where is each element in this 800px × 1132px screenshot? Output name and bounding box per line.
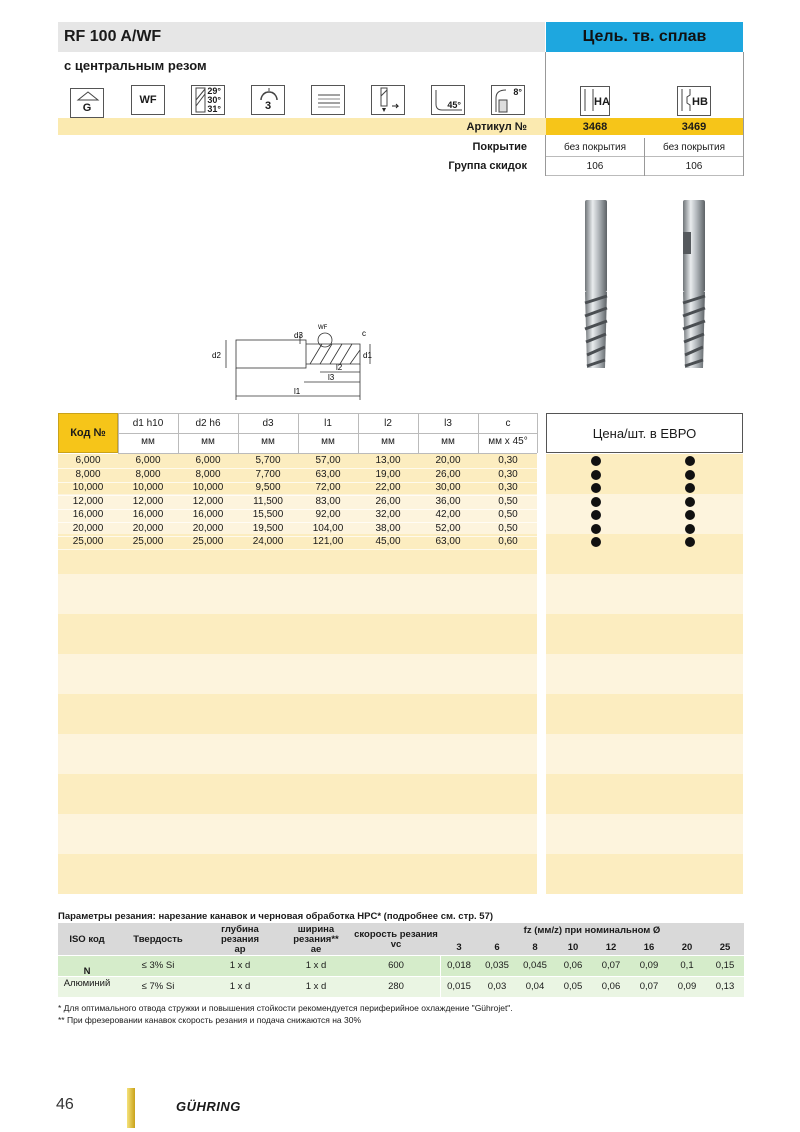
params-hardness-header: Твердость <box>133 934 183 945</box>
params-vc-line2: vc <box>390 939 402 950</box>
value-cell: 6,000 <box>195 455 221 466</box>
dim-d2: d2 <box>212 351 221 360</box>
footer-accent-bar <box>127 1088 135 1128</box>
header-col-line <box>178 413 179 453</box>
value-cell: 16,000 <box>132 509 164 520</box>
fz-cell: 0,06 <box>563 960 583 971</box>
value-cell: 26,00 <box>435 468 461 480</box>
right-col-border-left <box>545 52 546 176</box>
hardness-cell: ≤ 7% Si <box>141 981 175 992</box>
column-header-name: d3 <box>262 418 274 429</box>
value-cell: 38,00 <box>375 522 401 534</box>
ap-cell: 1 x d <box>229 981 251 992</box>
availability-dot-icon <box>591 470 601 480</box>
column-header-name: l2 <box>384 418 392 429</box>
availability-dot-icon <box>591 510 601 520</box>
fz-cell: 0,035 <box>485 960 509 971</box>
tool-dimension-drawing <box>210 322 375 404</box>
column-header-name: c <box>505 418 511 429</box>
params-ae-line3: ae <box>310 944 322 955</box>
column-header-unit: мм <box>261 436 275 447</box>
column-header-unit: мм <box>321 436 335 447</box>
footnote-2: ** При фрезеровании канавок скорость резания и подача снижаются на 30% <box>58 1015 361 1025</box>
diameter-header: 20 <box>681 942 693 953</box>
fz-cell: 0,045 <box>523 960 547 971</box>
column-header-unit: мм <box>141 436 155 447</box>
teeth-count-icon <box>251 85 285 115</box>
value-cell: 36,00 <box>435 495 461 507</box>
value-cell: 12,000 <box>192 495 224 507</box>
diameter-header: 6 <box>494 942 500 953</box>
value-cell: 0,50 <box>498 495 518 507</box>
code-cell: 16,000 <box>72 509 104 520</box>
chamfer-icon <box>431 85 465 115</box>
dim-wf: WF <box>318 325 328 331</box>
value-cell: 45,00 <box>375 536 401 547</box>
availability-dot-icon <box>685 510 695 520</box>
params-ap-header <box>205 925 275 955</box>
params-iso-material: Алюминий <box>63 978 111 989</box>
value-cell: 83,00 <box>315 495 341 507</box>
value-cell: 25,000 <box>132 536 164 547</box>
value-cell: 42,00 <box>435 509 461 520</box>
table-band <box>58 694 537 734</box>
chamfer-angle: 45° <box>447 100 461 110</box>
value-cell: 15,500 <box>252 509 284 520</box>
availability-dot-icon <box>591 456 601 466</box>
params-vc-header <box>352 930 440 950</box>
price-band <box>546 654 743 694</box>
subtitle: с центральным резом <box>64 58 207 73</box>
value-cell: 7,700 <box>255 468 281 480</box>
tool-g-icon <box>70 88 104 118</box>
fz-cell: 0,09 <box>639 960 659 971</box>
price-band <box>546 494 743 534</box>
params-iso-code: N <box>83 966 91 977</box>
wf-icon <box>131 85 165 115</box>
availability-dot-icon <box>685 537 695 547</box>
value-cell: 72,00 <box>315 482 341 493</box>
header-mid-line <box>118 433 537 434</box>
dim-l1: l1 <box>294 387 301 396</box>
price-band <box>546 574 743 614</box>
value-cell: 11,500 <box>253 495 283 507</box>
column-header-name: d1 h10 <box>132 418 164 429</box>
fz-cell: 0,09 <box>677 981 697 992</box>
value-cell: 32,00 <box>375 509 401 520</box>
page-title: RF 100 A/WF <box>64 28 162 45</box>
value-cell: 0,30 <box>498 482 518 493</box>
header-col-line <box>118 413 119 453</box>
code-cell: 25,000 <box>72 536 104 547</box>
hardness-cell: ≤ 3% Si <box>141 960 175 971</box>
coating-label: Покрытие <box>472 141 527 153</box>
price-band <box>546 734 743 774</box>
ae-cell: 1 x d <box>305 960 327 971</box>
brand-logo: GÜHRING <box>176 1099 241 1114</box>
shank-ha-icon <box>580 86 610 116</box>
coating-ha: без покрытия <box>563 142 626 153</box>
value-cell: 63,00 <box>435 536 461 547</box>
value-cell: 63,00 <box>315 468 341 480</box>
params-iso-header: ISO код <box>69 934 105 945</box>
value-cell: 104,00 <box>312 522 344 534</box>
ae-cell: 1 x d <box>305 981 327 992</box>
wf-label: WF <box>139 94 157 106</box>
header-col-line <box>537 413 538 453</box>
dim-d3: d3 <box>294 331 303 340</box>
value-cell: 5,700 <box>255 455 281 466</box>
code-cell: 12,000 <box>72 495 104 507</box>
value-cell: 12,000 <box>132 495 164 507</box>
diameter-header: 10 <box>567 942 579 953</box>
value-cell: 19,00 <box>375 468 401 480</box>
table-band <box>58 814 537 854</box>
fz-cell: 0,07 <box>601 960 621 971</box>
tool-photos <box>575 198 725 378</box>
helix-angle-icon <box>191 85 225 115</box>
shank-hb-label: HB <box>692 96 708 108</box>
value-cell: 0,50 <box>498 522 518 534</box>
fz-cell: 0,1 <box>680 960 694 971</box>
shank-hb-icon <box>677 86 711 116</box>
value-cell: 0,30 <box>498 455 518 466</box>
value-cell: 22,00 <box>375 482 401 493</box>
material-title: Цель. тв. сплав <box>582 28 707 45</box>
value-cell: 30,00 <box>435 482 461 493</box>
header-col-line <box>238 413 239 453</box>
right-col-border-right <box>743 52 744 176</box>
availability-dot-icon <box>591 483 601 493</box>
article-label: Артикул № <box>466 121 527 133</box>
params-fz-header: fz (мм/z) при номинальном Ø <box>523 925 661 936</box>
table-band <box>58 734 537 774</box>
value-cell: 25,000 <box>192 536 224 547</box>
code-header: Код № <box>58 413 118 453</box>
price-band <box>546 854 743 894</box>
value-cell: 20,00 <box>435 455 461 466</box>
value-cell: 8,000 <box>195 468 221 480</box>
fz-cell: 0,13 <box>715 981 735 992</box>
coating-hb: без покрытия <box>662 142 725 153</box>
diameter-header: 3 <box>456 942 462 953</box>
tool-g-label: G <box>82 102 92 114</box>
value-cell: 19,500 <box>252 522 284 534</box>
price-band <box>546 534 743 574</box>
fz-cell: 0,04 <box>525 981 545 992</box>
price-band <box>546 454 743 494</box>
table-band <box>58 654 537 694</box>
availability-dot-icon <box>685 483 695 493</box>
params-ae-header <box>281 925 351 955</box>
clearance-angle: 8° <box>513 87 522 97</box>
discount-ha: 106 <box>586 161 604 172</box>
header-col-line <box>478 413 479 453</box>
availability-dot-icon <box>685 456 695 466</box>
value-cell: 121,00 <box>312 536 344 547</box>
page-number: 46 <box>56 1096 74 1113</box>
params-fz-divider <box>440 956 441 997</box>
fz-cell: 0,06 <box>601 981 621 992</box>
price-header: Цена/шт. в ЕВРО <box>546 413 743 453</box>
diameter-header: 16 <box>643 942 655 953</box>
column-header-unit: мм <box>441 436 455 447</box>
code-cell: 8,000 <box>75 468 101 480</box>
value-cell: 13,00 <box>375 455 401 466</box>
diameter-header: 25 <box>719 942 731 953</box>
shank-ha-label: HA <box>594 96 610 108</box>
column-header-unit: мм x 45° <box>488 436 528 447</box>
code-cell: 10,000 <box>72 482 104 493</box>
value-cell: 10,000 <box>192 482 224 493</box>
value-cell: 26,00 <box>375 495 401 507</box>
diameter-header: 12 <box>605 942 617 953</box>
value-cell: 20,000 <box>132 522 164 534</box>
fz-cell: 0,05 <box>563 981 583 992</box>
value-cell: 52,00 <box>435 522 461 534</box>
value-cell: 0,60 <box>498 536 518 547</box>
table-band <box>58 614 537 654</box>
params-ap-line2: резания <box>220 934 260 945</box>
plunge-direction-icon <box>371 85 405 115</box>
code-cell: 20,000 <box>72 522 104 534</box>
price-band <box>546 774 743 814</box>
params-ae-line2: резания** <box>293 934 339 945</box>
params-ap-line3: ap <box>234 944 246 955</box>
header-col-line <box>298 413 299 453</box>
price-band <box>546 694 743 734</box>
tool-ha-image <box>585 200 607 368</box>
dim-c: c <box>362 329 366 338</box>
value-cell: 0,30 <box>498 468 518 480</box>
discount-hb: 106 <box>685 161 703 172</box>
table-band <box>58 574 537 614</box>
discount-label: Группа скидок <box>448 160 527 172</box>
value-cell: 16,000 <box>192 509 224 520</box>
column-header-unit: мм <box>381 436 395 447</box>
params-vc-line1: скорость резания <box>354 929 438 940</box>
column-header-name: l3 <box>444 418 452 429</box>
fz-cell: 0,07 <box>639 981 659 992</box>
column-header-name: d2 h6 <box>195 418 221 429</box>
price-band <box>546 614 743 654</box>
ap-cell: 1 x d <box>229 960 251 971</box>
vc-cell: 600 <box>388 960 404 971</box>
value-cell: 0,50 <box>498 509 518 520</box>
column-header-name: l1 <box>324 418 332 429</box>
header-top-line <box>118 413 537 414</box>
availability-dot-icon <box>591 537 601 547</box>
footnote-1: * Для оптимального отвода стружки и повышения стойкости рекомендуется периферийное охлаждение "Gührojet". <box>58 1003 513 1013</box>
value-cell: 9,500 <box>255 482 281 493</box>
diameter-header: 8 <box>532 942 538 953</box>
price-band <box>546 814 743 854</box>
dim-l3: l3 <box>328 373 335 382</box>
availability-dot-icon <box>685 470 695 480</box>
teeth-count: 3 <box>264 100 272 112</box>
params-ap-line1: глубина <box>221 924 259 935</box>
fz-cell: 0,015 <box>447 981 471 992</box>
value-cell: 10,000 <box>132 482 164 493</box>
shank-col-divider <box>644 138 645 176</box>
header-col-line <box>418 413 419 453</box>
clearance-angle-icon <box>491 85 525 115</box>
availability-dot-icon <box>685 524 695 534</box>
dim-l2: l2 <box>336 363 343 372</box>
column-header-unit: мм <box>201 436 215 447</box>
angle-31: 31° <box>207 103 221 114</box>
code-cell: 6,000 <box>75 455 101 466</box>
fz-cell: 0,03 <box>487 981 507 992</box>
header-col-line <box>358 413 359 453</box>
availability-dot-icon <box>685 497 695 507</box>
table-band <box>58 854 537 894</box>
value-cell: 57,00 <box>315 455 341 466</box>
article-hb: 3469 <box>681 121 707 133</box>
tool-hb-image <box>683 200 705 368</box>
params-ae-line1: ширина <box>297 924 335 935</box>
dim-d1: d1 <box>363 351 372 360</box>
availability-dot-icon <box>591 524 601 534</box>
value-cell: 20,000 <box>192 522 224 534</box>
angle-29: 29° <box>207 85 221 96</box>
value-cell: 24,000 <box>252 536 284 547</box>
params-title: Параметры резания: нарезание канавок и черновая обработка HPC* (подробнее см. стр. 57) <box>58 911 494 922</box>
fz-cell: 0,018 <box>447 960 471 971</box>
table-band <box>58 774 537 814</box>
angle-30: 30° <box>207 94 221 105</box>
row-divider <box>58 549 537 550</box>
fz-cell: 0,15 <box>715 960 735 971</box>
value-cell: 92,00 <box>315 509 341 520</box>
vc-cell: 280 <box>388 981 404 992</box>
value-cell: 8,000 <box>135 468 161 480</box>
surface-finish-icon <box>311 85 345 115</box>
value-cell: 6,000 <box>135 455 161 466</box>
article-ha: 3468 <box>582 121 608 133</box>
availability-dot-icon <box>591 497 601 507</box>
